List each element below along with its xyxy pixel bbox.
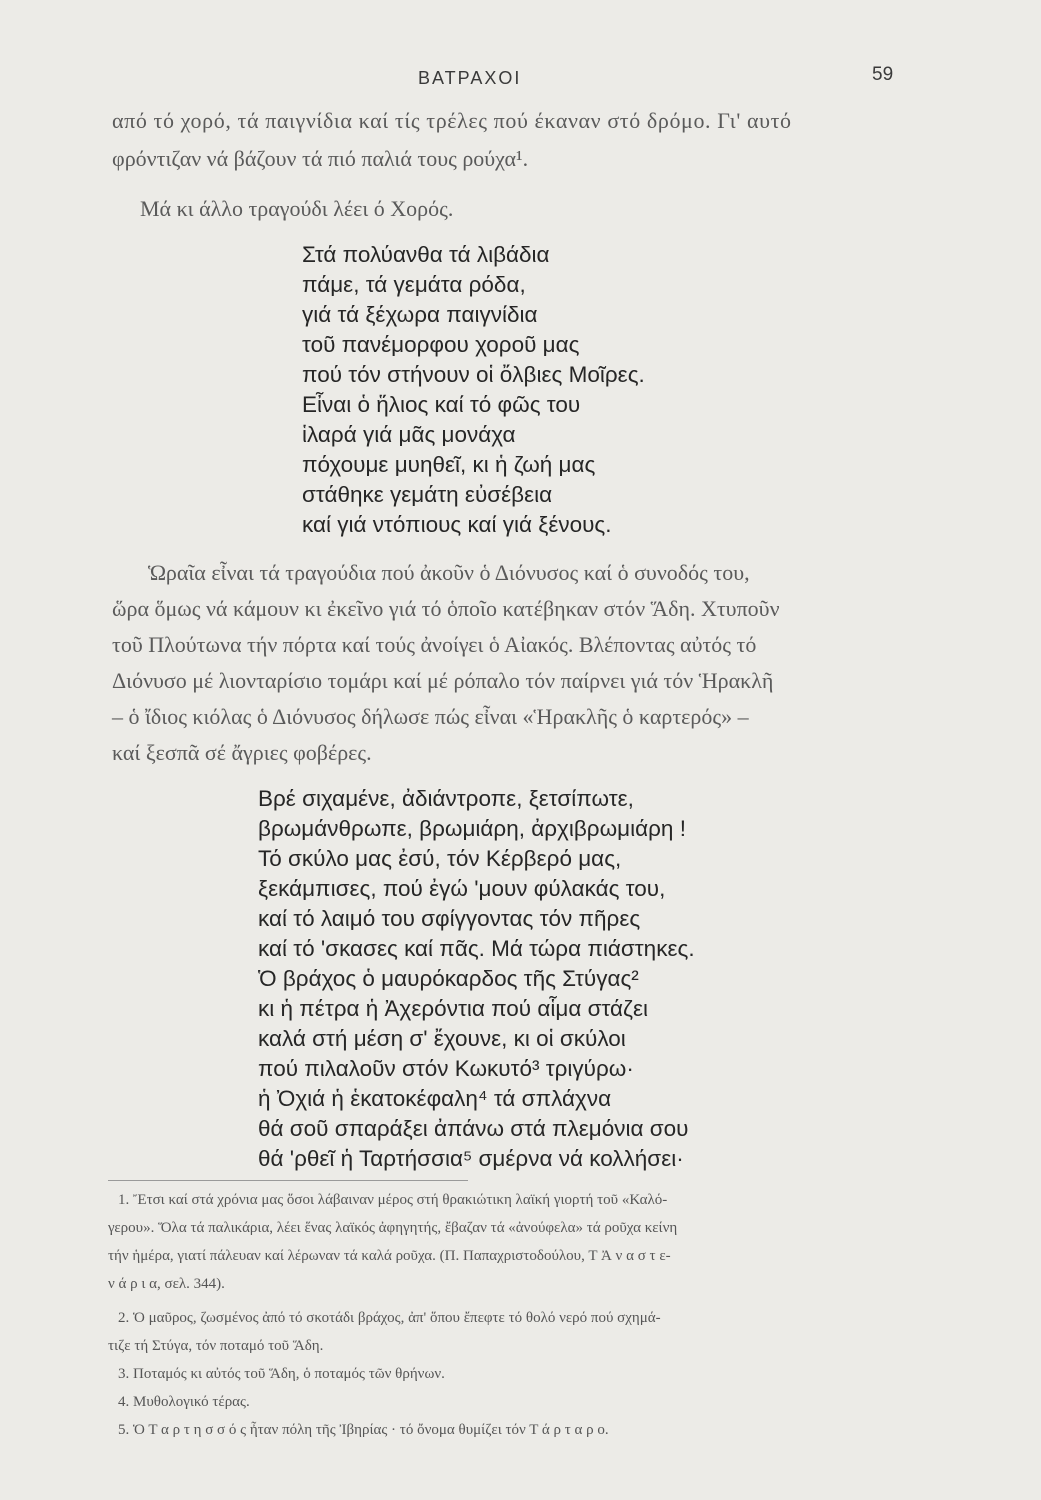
poem-line: καί τό λαιμό του σφίγγοντας τόν πῆρες xyxy=(258,906,641,931)
paragraph-line: Μά κι άλλο τραγούδι λέει ό Χορός. xyxy=(140,196,454,221)
footnote-line: 2. Ὁ μαῦρος, ζωσμένος ἀπό τό σκοτάδι βράχος, ἀπ' ὅπου ἔπεφτε τό θολό νερό πού σχημά- xyxy=(118,1310,661,1326)
footnote-line: γερου». Ὅλα τά παλικάρια, λέει ἕνας λαϊκός ἀφηγητής, ἔβαζαν τά «ἀνούφελα» τά ροῦχα κείνη xyxy=(108,1220,678,1236)
paragraph-line: καί ξεσπᾶ σέ ἄγριες φοβέρες. xyxy=(112,740,372,765)
paragraph-line: ὥρα ὅμως νά κάμουν κι ἐκεῖνο γιά τό ὁποῖο κατέβηκαν στόν Ἅδη. Χτυποῦν xyxy=(112,596,780,621)
footnote-line: 5. Ὁ Τ α ρ τ η σ σ ό ς ἦταν πόλη τῆς Ἰβηρίας · τό ὄνομα θυμίζει τόν Τ ά ρ τ α ρ ο. xyxy=(118,1422,609,1438)
poem-line: καλά στή μέση σ' ἔχουνε, κι οἱ σκύλοι xyxy=(258,1026,626,1051)
poem-line: θά σοῦ σπαράξει ἀπάνω στά πλεμόνια σου xyxy=(258,1116,689,1141)
poem-line: πάμε, τά γεμάτα ρόδα, xyxy=(302,272,526,297)
page-number: 59 xyxy=(872,64,894,85)
poem-line: ἡ Ὀχιά ἡ ἑκατοκέφαλη⁴ τά σπλάχνα xyxy=(258,1086,612,1111)
poem-line: Τό σκύλο μας ἐσύ, τόν Κέρβερό μας, xyxy=(258,846,622,871)
poem-line: ξεκάμπισες, πού ἐγώ 'μουν φύλακάς του, xyxy=(258,876,666,901)
poem-line: πού πιλαλοῦν στόν Κωκυτό³ τριγύρω· xyxy=(258,1056,634,1081)
poem-line: Στά πολύανθα τά λιβάδια xyxy=(302,242,550,267)
poem-line: ἱλαρά γιά μᾶς μονάχα xyxy=(302,422,516,447)
poem-line: θά 'ρθεῖ ἡ Ταρτήσσια⁵ σμέρνα νά κολλήσει· xyxy=(258,1146,684,1171)
poem-line: βρωμάνθρωπε, βρωμιάρη, ἀρχιβρωμιάρη ! xyxy=(258,816,686,841)
paragraph-line: τοῦ Πλούτωνα τήν πόρτα καί τούς ἀνοίγει ὁ Αἰακός. Βλέποντας αὐτός τό xyxy=(112,632,757,657)
paragraph-line: – ὁ ἴδιος κιόλας ὁ Διόνυσος δήλωσε πώς εἶναι «Ἡρακλῆς ὁ καρτερός» – xyxy=(112,704,749,729)
poem-line: καί γιά ντόπιους καί γιά ξένους. xyxy=(302,512,612,537)
footnote-line: 1. Ἔτσι καί στά χρόνια μας ὅσοι λάβαιναν μέρος στή θρακιώτικη λαϊκή γιορτή τοῦ «Καλό- xyxy=(118,1192,668,1208)
poem-line: καί τό 'σκασες καί πᾶς. Μά τώρα πιάστηκες. xyxy=(258,936,695,961)
footnote-line: τήν ἡμέρα, γιατί πάλευαν καί λέρωναν τά καλά ροῦχα. (Π. Παπαχριστοδούλου, Τ Ἀ ν α σ τ ε- xyxy=(108,1248,671,1264)
footnote-line: 3. Ποταμός κι αὐτός τοῦ Ἅδη, ὁ ποταμός τῶν θρήνων. xyxy=(118,1366,445,1382)
poem-line: πόχουμε μυηθεῖ, κι ἡ ζωή μας xyxy=(302,452,596,477)
poem-line: στάθηκε γεμάτη εὐσέβεια xyxy=(302,482,553,507)
poem-line: τοῦ πανέμορφου χοροῦ μας xyxy=(302,332,580,357)
footnote-divider xyxy=(108,1180,468,1181)
footnote-line: 4. Μυθολογικό τέρας. xyxy=(118,1394,250,1410)
poem-line: Βρέ σιχαμένε, ἀδιάντροπε, ξετσίπωτε, xyxy=(258,786,634,811)
paragraph-line: από τό χορό, τά παιγνίδια καί τίς τρέλες πού έκαναν στό δρόμο. Γι' αυτό xyxy=(112,108,792,133)
footnote-line: τιζε τή Στύγα, τόν ποταμό τοῦ Ἅδη. xyxy=(108,1338,324,1354)
paragraph-line: Διόνυσο μέ λιονταρίσιο τομάρι καί μέ ρόπαλο τόν παίρνει γιά τόν Ἡρακλῆ xyxy=(112,668,774,693)
poem-line: γιά τά ξέχωρα παιγνίδια xyxy=(302,302,538,327)
paragraph-line: Ὡραῖα εἶναι τά τραγούδια πού ἀκοῦν ὁ Διόνυσος καί ὁ συνοδός του, xyxy=(148,560,750,585)
poem-line: Ὁ βράχος ὁ μαυρόκαρδος τῆς Στύγας² xyxy=(258,966,639,991)
poem-line: Εἶναι ὁ ἥλιος καί τό φῶς του xyxy=(302,392,581,417)
poem-line: πού τόν στήνουν οἱ ὄλβιες Μοῖρες. xyxy=(302,362,645,387)
footnote-line: ν ά ρ ι α, σελ. 344). xyxy=(108,1276,225,1292)
paragraph-line: φρόντιζαν νά βάζουν τά πιό παλιά τους ρούχα¹. xyxy=(112,146,529,171)
poem-line: κι ἡ πέτρα ἡ Ἀχερόντια πού αἷμα στάζει xyxy=(258,996,649,1021)
running-header-title: ΒΑΤΡΑΧΟΙ xyxy=(418,68,522,88)
